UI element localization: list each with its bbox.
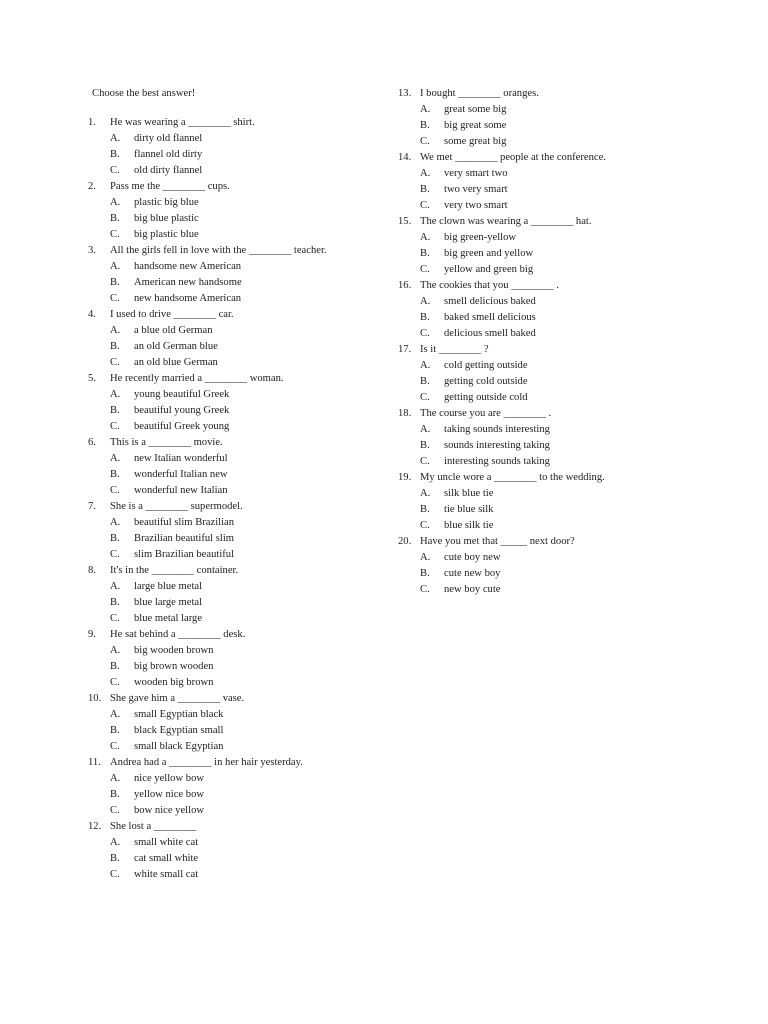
option-letter: C. [420,392,430,403]
option-letter: C. [110,229,120,240]
answer-option [398,518,698,534]
answer-option [398,134,698,150]
question-text: The clown was wearing a ________ hat. [420,216,592,227]
option-text: beautiful Greek young [134,421,230,432]
answer-option [398,262,698,278]
answer-option [88,547,378,563]
option-text: wonderful new Italian [134,485,228,496]
question-item [88,563,378,627]
answer-option [88,131,378,147]
answer-option [88,531,378,547]
option-text: young beautiful Greek [134,389,230,400]
question-item [88,115,378,179]
answer-option [88,467,378,483]
question-text: She gave him a ________ vase. [110,693,245,704]
answer-option [398,438,698,454]
option-text: big wooden brown [134,645,214,656]
option-text: big green-yellow [444,232,517,243]
answer-option [398,198,698,214]
answer-option [88,291,378,307]
question-line [398,406,698,422]
option-text: blue metal large [134,613,203,624]
answer-option [88,515,378,531]
answer-option [88,163,378,179]
option-letter: C. [110,165,120,176]
question-line [398,150,698,166]
option-text: beautiful young Greek [134,405,230,416]
answer-option [398,502,698,518]
question-item [398,406,698,470]
question-line [398,278,698,294]
instruction-text: Choose the best answer! [92,88,196,99]
option-letter: A. [420,168,431,179]
question-text: I used to drive ________ car. [110,309,234,320]
option-text: American new handsome [134,277,242,288]
option-letter: B. [110,533,120,544]
question-line [88,371,378,387]
option-letter: A. [420,104,431,115]
answer-option [88,643,378,659]
option-letter: C. [110,549,120,560]
option-letter: B. [110,149,120,160]
option-letter: A. [110,709,121,720]
question-item [88,179,378,243]
option-letter: B. [420,120,430,131]
option-letter: A. [110,325,121,336]
question-line [398,214,698,230]
option-text: smell delicious baked [444,296,536,307]
option-letter: A. [420,424,431,435]
option-letter: B. [110,213,120,224]
option-text: cute new boy [444,568,501,579]
option-letter: C. [420,200,430,211]
option-text: two very smart [444,184,508,195]
answer-option [88,195,378,211]
question-item [88,243,378,307]
question-text: All the girls fell in love with the ________ teacher. [110,245,327,256]
answer-option [398,374,698,390]
answer-option [88,787,378,803]
question-text: He was wearing a ________ shirt. [110,117,255,128]
answer-option [398,326,698,342]
option-text: getting outside cold [444,392,528,403]
option-text: small white cat [134,837,199,848]
option-letter: A. [110,389,121,400]
option-letter: A. [110,837,121,848]
option-letter: C. [110,485,120,496]
question-text: The course you are ________ . [420,408,552,419]
question-item [88,499,378,563]
option-text: great some big [444,104,507,115]
answer-option [398,422,698,438]
question-text: This is a ________ movie. [110,437,223,448]
question-line [88,179,378,195]
option-letter: C. [420,520,430,531]
option-text: silk blue tie [444,488,494,499]
answer-option [88,675,378,691]
option-letter: C. [110,357,120,368]
question-number: 2. [88,181,96,192]
answer-option [88,595,378,611]
option-text: plastic big blue [134,197,199,208]
option-text: a blue old German [134,325,213,336]
option-text: big brown wooden [134,661,214,672]
option-text: white small cat [134,869,199,880]
question-text: My uncle wore a ________ to the wedding. [420,472,605,483]
answer-option [88,259,378,275]
option-letter: C. [110,421,120,432]
option-text: very two smart [444,200,508,211]
option-letter: C. [110,613,120,624]
question-line [88,691,378,707]
question-line [88,115,378,131]
option-text: blue large metal [134,597,203,608]
question-number: 4. [88,309,96,320]
question-item [88,627,378,691]
answer-option [88,867,378,883]
question-item [88,819,378,883]
option-letter: C. [110,293,120,304]
option-letter: B. [420,440,430,451]
option-text: new Italian wonderful [134,453,228,464]
question-number: 10. [88,693,102,704]
option-text: cat small white [134,853,199,864]
question-text: She is a ________ supermodel. [110,501,243,512]
option-letter: C. [420,584,430,595]
option-letter: A. [110,453,121,464]
option-text: getting cold outside [444,376,528,387]
option-text: bow nice yellow [134,805,205,816]
question-number: 15. [398,216,412,227]
question-number: 11. [88,757,101,768]
option-letter: C. [110,741,120,752]
option-text: an old blue German [134,357,218,368]
option-text: delicious smell baked [444,328,536,339]
question-line [398,342,698,358]
answer-option [88,387,378,403]
question-item [398,342,698,406]
question-item [88,755,378,819]
answer-option [88,451,378,467]
answer-option [398,454,698,470]
option-letter: B. [420,248,430,259]
question-number: 9. [88,629,96,640]
option-letter: B. [420,504,430,515]
question-line [398,534,698,550]
option-letter: B. [110,661,120,672]
option-letter: C. [420,136,430,147]
option-letter: A. [110,133,121,144]
question-text: Have you met that _____ next door? [420,536,575,547]
option-text: small black Egyptian [134,741,224,752]
option-letter: C. [420,328,430,339]
answer-option [398,486,698,502]
option-text: handsome new American [134,261,242,272]
answer-option [88,403,378,419]
answer-option [398,182,698,198]
option-text: big blue plastic [134,213,199,224]
right-column [398,86,698,598]
option-letter: A. [110,517,121,528]
question-number: 3. [88,245,96,256]
option-text: sounds interesting taking [444,440,550,451]
question-number: 13. [398,88,412,99]
option-text: Brazilian beautiful slim [134,533,235,544]
answer-option [88,723,378,739]
answer-option [398,550,698,566]
question-line [88,627,378,643]
option-letter: B. [110,597,120,608]
answer-option [398,390,698,406]
option-letter: A. [420,232,431,243]
question-item [398,150,698,214]
answer-option [88,579,378,595]
question-item [398,214,698,278]
left-column [88,86,378,883]
option-text: nice yellow bow [134,773,205,784]
option-letter: B. [110,277,120,288]
option-text: beautiful slim Brazilian [134,517,235,528]
question-line [88,499,378,515]
question-number: 17. [398,344,412,355]
answer-option [88,339,378,355]
question-text: She lost a ________ [110,821,197,832]
option-letter: A. [110,197,121,208]
option-text: an old German blue [134,341,218,352]
option-letter: B. [110,469,120,480]
answer-option [88,355,378,371]
question-number: 1. [88,117,96,128]
question-number: 19. [398,472,412,483]
question-text: I bought ________ oranges. [420,88,539,99]
answer-option [88,275,378,291]
question-item [398,86,698,150]
question-item [398,534,698,598]
answer-option [398,166,698,182]
question-line [88,435,378,451]
option-text: wonderful Italian new [134,469,228,480]
answer-option [88,611,378,627]
option-text: slim Brazilian beautiful [134,549,235,560]
answer-option [88,419,378,435]
question-line [88,755,378,771]
option-text: tie blue silk [444,504,494,515]
answer-option [88,707,378,723]
option-text: dirty old flannel [134,133,203,144]
question-item [88,307,378,371]
option-text: baked smell delicious [444,312,536,323]
question-number: 12. [88,821,102,832]
option-letter: C. [420,456,430,467]
option-text: old dirty flannel [134,165,203,176]
question-line [88,819,378,835]
question-item [88,691,378,755]
answer-option [88,147,378,163]
question-text: Andrea had a ________ in her hair yesterday. [110,757,303,768]
option-text: cute boy new [444,552,501,563]
option-text: taking sounds interesting [444,424,550,435]
option-letter: B. [110,405,120,416]
question-text: Is it ________ ? [420,344,489,355]
option-text: new boy cute [444,584,501,595]
option-letter: B. [420,312,430,323]
option-text: big green and yellow [444,248,534,259]
answer-option [88,771,378,787]
question-number: 5. [88,373,96,384]
option-text: cold getting outside [444,360,528,371]
option-text: large blue metal [134,581,203,592]
question-item [398,278,698,342]
question-line [398,470,698,486]
answer-option [398,310,698,326]
option-text: big plastic blue [134,229,199,240]
answer-option [398,294,698,310]
answer-option [88,211,378,227]
answer-option [398,102,698,118]
option-letter: A. [110,645,121,656]
option-text: yellow nice bow [134,789,205,800]
option-text: very smart two [444,168,508,179]
answer-option [398,358,698,374]
answer-option [88,227,378,243]
option-text: yellow and green big [444,264,534,275]
question-text: He sat behind a ________ desk. [110,629,246,640]
answer-option [88,659,378,675]
option-letter: A. [110,261,121,272]
option-letter: B. [420,184,430,195]
answer-option [88,483,378,499]
answer-option [398,246,698,262]
question-text: Pass me the ________ cups. [110,181,230,192]
option-letter: C. [110,805,120,816]
question-number: 14. [398,152,412,163]
answer-option [88,323,378,339]
answer-option [88,739,378,755]
question-line [88,243,378,259]
option-letter: A. [420,552,431,563]
answer-option [88,835,378,851]
question-text: He recently married a ________ woman. [110,373,284,384]
question-line [88,563,378,579]
option-letter: C. [110,869,120,880]
question-line [88,307,378,323]
answer-option [398,230,698,246]
option-text: blue silk tie [444,520,494,531]
option-text: interesting sounds taking [444,456,550,467]
option-letter: A. [420,296,431,307]
option-text: big great some [444,120,507,131]
question-line [398,86,698,102]
answer-option [88,851,378,867]
option-letter: A. [420,360,431,371]
question-number: 16. [398,280,412,291]
option-letter: B. [110,789,120,800]
question-number: 8. [88,565,96,576]
answer-option [398,118,698,134]
answer-option [88,803,378,819]
question-item [88,371,378,435]
option-letter: B. [110,725,120,736]
option-text: flannel old dirty [134,149,203,160]
question-number: 20. [398,536,412,547]
option-text: wooden big brown [134,677,214,688]
option-letter: C. [420,264,430,275]
option-letter: B. [420,568,430,579]
option-letter: B. [110,341,120,352]
question-item [398,470,698,534]
option-text: some great big [444,136,507,147]
option-text: small Egyptian black [134,709,224,720]
answer-option [398,582,698,598]
question-number: 7. [88,501,96,512]
question-text: The cookies that you ________ . [420,280,559,291]
answer-option [398,566,698,582]
question-text: It's in the ________ container. [110,565,239,576]
option-letter: A. [110,581,121,592]
question-item [88,435,378,499]
option-letter: A. [420,488,431,499]
question-number: 18. [398,408,412,419]
option-letter: A. [110,773,121,784]
option-text: black Egyptian small [134,725,224,736]
question-number: 6. [88,437,96,448]
option-letter: B. [110,853,120,864]
question-text: We met ________ people at the conference. [420,152,606,163]
option-letter: B. [420,376,430,387]
option-text: new handsome American [134,293,242,304]
option-letter: C. [110,677,120,688]
